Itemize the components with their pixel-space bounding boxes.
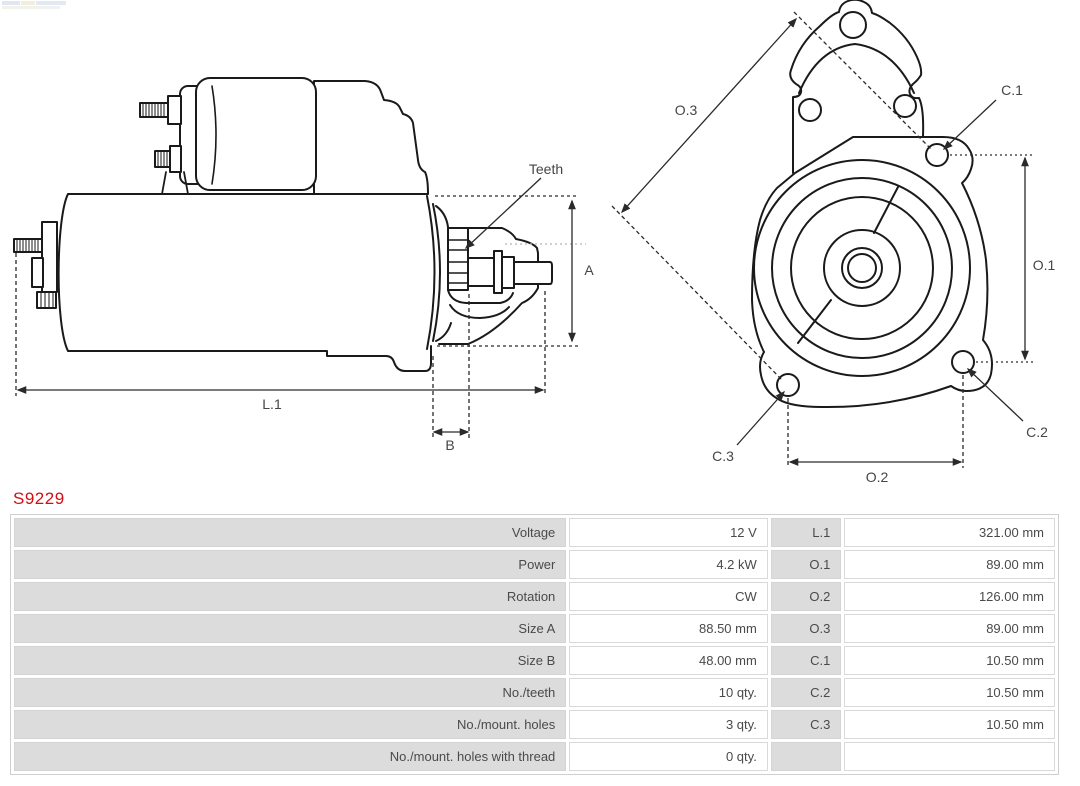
spec-label-cell: Rotation — [14, 582, 566, 611]
c2-leader-line — [968, 369, 1023, 421]
spec-row — [14, 550, 1055, 579]
label-teeth: Teeth — [528, 161, 564, 177]
hole-c2 — [952, 351, 974, 373]
label-o2: O.2 — [865, 469, 889, 485]
spec-label-cell: Voltage — [14, 518, 566, 547]
bracket-left-hole — [799, 99, 821, 121]
drive-shaft — [468, 251, 552, 293]
solenoid — [162, 78, 316, 194]
front-view-dimensions — [612, 12, 1035, 468]
label-l1: L.1 — [262, 396, 282, 412]
dim-value-cell: 321.00 mm — [844, 518, 1055, 547]
spec-row — [14, 518, 1055, 547]
spec-row — [14, 646, 1055, 675]
dim-value-cell — [844, 742, 1055, 771]
spec-row — [14, 614, 1055, 643]
dim-label-cell: O.1 — [771, 550, 842, 579]
c1-leader-line — [944, 100, 996, 149]
side-view-drawing — [14, 78, 552, 371]
spec-row — [14, 582, 1055, 611]
dim-label-cell: C.1 — [771, 646, 842, 675]
label-c2: C.2 — [1026, 424, 1048, 440]
spec-value-cell: 12 V — [569, 518, 768, 547]
teeth-leader-line — [466, 178, 541, 248]
label-c3: C.3 — [712, 448, 734, 464]
motor-body — [59, 194, 431, 371]
dimension-o2 — [788, 375, 963, 468]
spec-value-cell: 0 qty. — [569, 742, 768, 771]
spec-value-cell: 4.2 kW — [569, 550, 768, 579]
spec-value-cell: 10 qty. — [569, 678, 768, 707]
dim-label-cell: L.1 — [771, 518, 842, 547]
spec-value-cell: 3 qty. — [569, 710, 768, 739]
spec-row — [14, 710, 1055, 739]
dim-value-cell: 10.50 mm — [844, 710, 1055, 739]
dim-label-cell: C.2 — [771, 678, 842, 707]
spec-row — [14, 678, 1055, 707]
label-o1: O.1 — [1032, 257, 1056, 273]
dim-label-cell — [771, 742, 842, 771]
spec-row — [14, 742, 1055, 771]
dim-value-cell: 10.50 mm — [844, 678, 1055, 707]
solenoid-terminals — [140, 96, 181, 172]
front-view-drawing — [752, 0, 992, 407]
part-number: S9229 — [13, 489, 65, 508]
dim-label-cell: O.2 — [771, 582, 842, 611]
drive-housing — [436, 206, 552, 344]
dim-value-cell: 89.00 mm — [844, 550, 1055, 579]
c3-leader-line — [737, 392, 784, 445]
spec-value-cell: 48.00 mm — [569, 646, 768, 675]
spec-value-cell: 88.50 mm — [569, 614, 768, 643]
dim-value-cell: 10.50 mm — [844, 646, 1055, 675]
body-terminal — [14, 222, 57, 308]
label-b: B — [445, 437, 455, 453]
spec-label-cell: Power — [14, 550, 566, 579]
label-o3: O.3 — [674, 102, 698, 118]
spec-label-cell: No./mount. holes — [14, 710, 566, 739]
spec-label-cell: No./mount. holes with thread — [14, 742, 566, 771]
spec-label-cell: Size B — [14, 646, 566, 675]
spec-label-cell: No./teeth — [14, 678, 566, 707]
dim-value-cell: 126.00 mm — [844, 582, 1055, 611]
pinion-gear-teeth — [448, 228, 468, 290]
spec-table — [10, 514, 1059, 775]
dim-label-cell: C.3 — [771, 710, 842, 739]
housing-circles — [754, 160, 970, 376]
bracket-top-hole — [840, 12, 866, 38]
dim-label-cell: O.3 — [771, 614, 842, 643]
mounting-bracket — [790, 0, 923, 173]
dim-value-cell: 89.00 mm — [844, 614, 1055, 643]
label-c1: C.1 — [1001, 82, 1023, 98]
hole-c3 — [777, 374, 799, 396]
spec-label-cell: Size A — [14, 614, 566, 643]
spec-table-container — [10, 514, 1059, 775]
solenoid-bracket — [314, 81, 428, 194]
label-a: A — [584, 262, 594, 278]
bracket-right-hole — [894, 95, 916, 117]
spec-value-cell: CW — [569, 582, 768, 611]
